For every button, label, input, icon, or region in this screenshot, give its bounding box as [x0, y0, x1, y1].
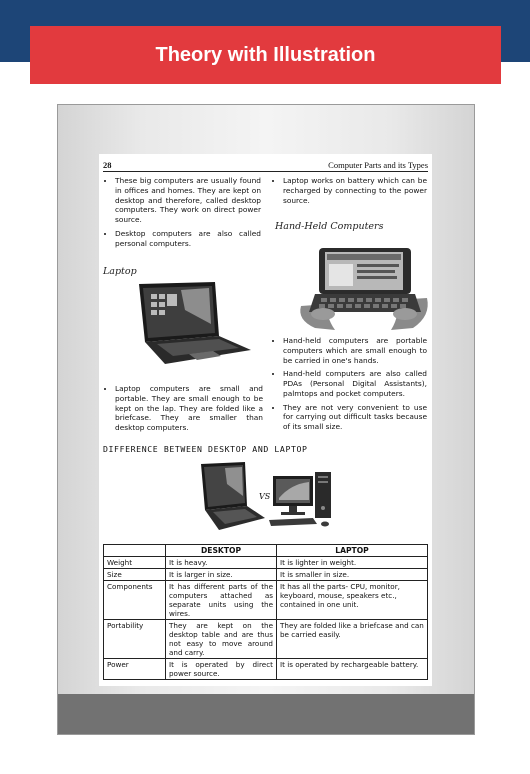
table-cell: It has all the parts- CPU, monitor, keyboard, mouse, speakers etc., contained in one unit. [277, 581, 428, 620]
handheld-description [271, 336, 427, 436]
list-item: • Hand-held computers are portable computers which are small enough to be carried in one's hands. [283, 336, 427, 365]
table-row [104, 659, 428, 680]
table-cell: It is heavy. [166, 557, 277, 569]
page-number: 28 [103, 160, 112, 170]
list-item: • Desktop computers are also called personal computers. [115, 229, 261, 249]
table-cell: They are folded like a briefcase and can be carried easily. [277, 620, 428, 659]
book-page [99, 154, 432, 686]
page-header [103, 156, 428, 172]
banner-title: Theory with Illustration [30, 26, 501, 84]
left-column-top [103, 176, 261, 252]
frame-bottom-band [58, 694, 474, 734]
table-header-cell: DESKTOP [166, 545, 277, 557]
table-header-cell: LAPTOP [277, 545, 428, 557]
list-item: • Hand-held computers are also called PDAs (Personal Digital Assistants), palmtops and pocket computers. [283, 369, 427, 398]
table-cell: Power [104, 659, 166, 680]
table-cell: It is smaller in size. [277, 569, 428, 581]
list-item: • They are not very convenient to use for carrying out difficult tasks because of its small size. [283, 403, 427, 432]
table-header-row [104, 545, 428, 557]
handheld-computer-image [295, 240, 431, 332]
table-row [104, 581, 428, 620]
table-cell: They are kept on the desktop table and are thus not easy to move around and carry. [166, 620, 277, 659]
vs-label: VS [259, 492, 271, 501]
handheld-heading: Hand-Held Computers [275, 221, 384, 232]
table-row [104, 557, 428, 569]
table-cell: Weight [104, 557, 166, 569]
running-title: Computer Parts and its Types [328, 160, 428, 170]
list-item: • Laptop works on battery which can be recharged by connecting to the power source. [283, 176, 427, 205]
right-column-top [271, 176, 427, 209]
laptop-comparison-image [195, 460, 265, 534]
table-cell: It is lighter in weight. [277, 557, 428, 569]
laptop-image [129, 280, 255, 366]
comparison-table [103, 544, 428, 680]
table-cell: It has different parts of the computers attached as separate units using the wires. [166, 581, 277, 620]
table-cell: It is operated by rechargeable battery. [277, 659, 428, 680]
table-cell: Portability [104, 620, 166, 659]
table-row [104, 620, 428, 659]
table-cell: It is larger in size. [166, 569, 277, 581]
table-row [104, 569, 428, 581]
difference-heading: DIFFERENCE BETWEEN DESKTOP AND LAPTOP [103, 444, 308, 454]
list-item: • Laptop computers are small and portable. They are small enough to be kept on the lap. They are folded like a briefcase. They are smaller than desktop computers. [115, 384, 263, 433]
table-cell: Size [104, 569, 166, 581]
table-cell: It is operated by direct power source. [166, 659, 277, 680]
desktop-computer-image [269, 470, 335, 528]
list-item: • These big computers are usually found in offices and homes. They are kept on desktop and therefore, called desktop computers. They work on direct power source. [115, 176, 261, 225]
laptop-description [103, 384, 263, 437]
laptop-heading: Laptop [103, 266, 137, 277]
table-cell: Components [104, 581, 166, 620]
table-header-cell [104, 545, 166, 557]
